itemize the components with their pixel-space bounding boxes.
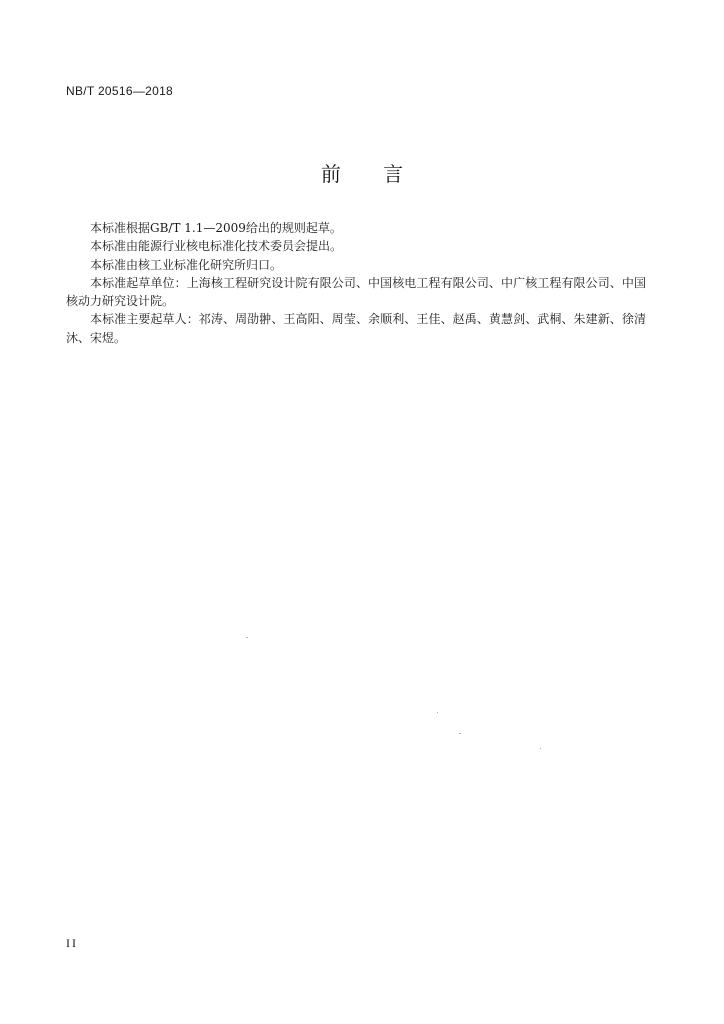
paragraph-proposer: 本标准由能源行业核电标准化技术委员会提出。 — [90, 239, 343, 254]
paragraph-drafting-units: 本标准起草单位：上海核工程研究设计院有限公司、中国核电工程有限公司、中广核工程有限公司、中国核动力研究设计院。 — [66, 275, 646, 309]
scan-speck — [246, 637, 248, 638]
paragraph-centralized-by: 本标准由核工业标准化研究所归口。 — [90, 257, 283, 272]
paragraph-drafters: 本标准主要起草人：祁涛、周劭翀、王高阳、周莹、余顺利、王佳、赵禹、黄慧剑、武桐、朱建新、徐清沐、宋煜。 — [66, 312, 646, 345]
paragraph-drafting-rules: 本标准根据GB/T 1.1—2009给出的规则起草。 — [90, 221, 342, 235]
scan-speck — [437, 712, 438, 713]
page-number: II — [66, 936, 78, 950]
standard-code: NB/T 20516—2018 — [66, 84, 174, 98]
foreword-body — [66, 219, 646, 347]
page-title: 前 言 — [320, 162, 422, 186]
scan-speck — [459, 733, 461, 734]
scan-speck — [540, 748, 541, 749]
